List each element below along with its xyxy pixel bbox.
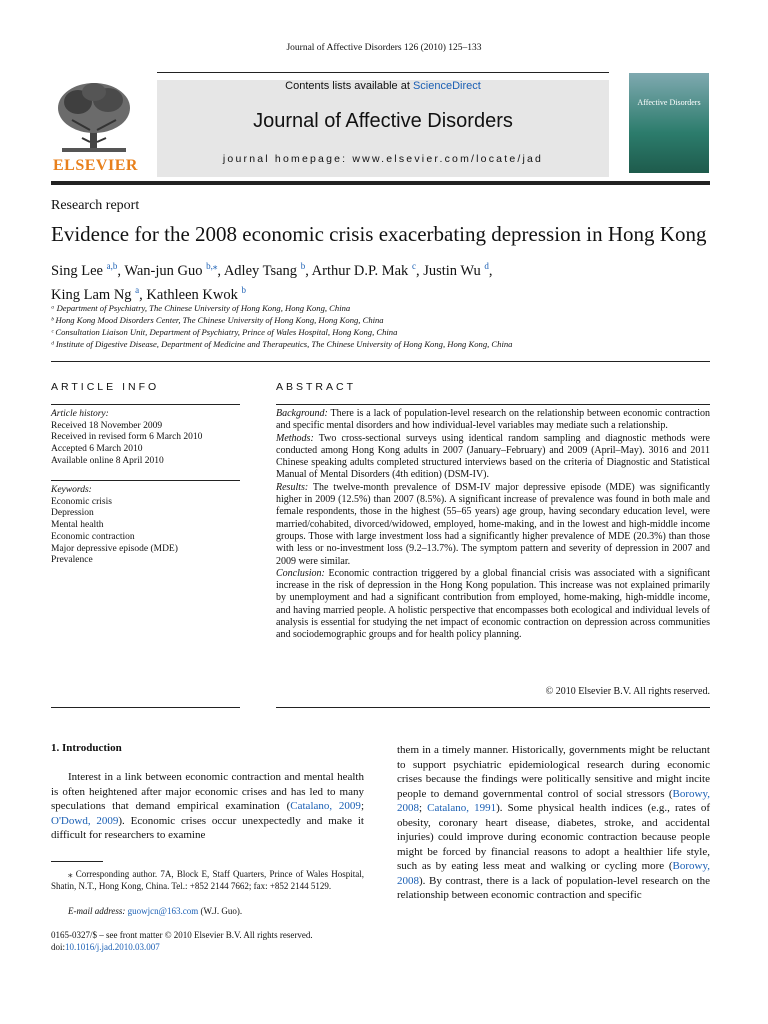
footnote-rule xyxy=(51,861,103,862)
article-info-heading: ARTICLE INFO xyxy=(51,381,160,393)
corresponding-footnote: ⁎ Corresponding author. 7A, Block E, Staff Quarters, Prince of Wales Hospital, Shatin, N.T., Hong Kong, China. Tel.: +852 2144 7662; fax: +852 2144 5129. xyxy=(51,869,364,891)
keyword: Major depressive episode (MDE) xyxy=(51,543,178,554)
history-label: Article history: xyxy=(51,409,109,419)
reference-link[interactable]: Catalano, 2009 xyxy=(290,800,361,812)
journal-citation: Journal of Affective Disorders 126 (2010) 125–133 xyxy=(286,43,482,53)
conclusion-text: Economic contraction triggered by a global financial crisis was associated with a significant increase in the risk of depression in the Hong Kong population. This increase was not explained primarily by unemployment and had a significant contribution from employed, home-making, high-middle income, and having married people. A holistic perspective that encompasses both ecological and individual levels of analysis is essential for studying the net impact of economic contraction on depression across communities and sociodemographic groups and for health policy planning. xyxy=(276,567,710,641)
methods-text: Two cross-sectional surveys using identical random sampling and diagnostic methods were conducted among Hong Kong adults in 2007 (January–February) and 2009 (April–May). 3016 and 2011 Chinese speaking adults completed structured interviews based on the criteria of Diagnostic and Statistical Manual of Mental Disorders (4th edition) (DSM-IV). xyxy=(276,432,710,481)
keyword: Depression xyxy=(51,508,94,519)
author: Justin Wu $^d$, xyxy=(423,261,493,279)
history-item: Accepted 6 March 2010 xyxy=(51,444,143,455)
author: Kathleen Kwok $^b$ xyxy=(146,284,246,303)
article-type: Research report xyxy=(51,198,140,213)
header-top-rule xyxy=(157,72,609,73)
header-thick-rule xyxy=(51,181,710,185)
elsevier-tree-logo xyxy=(52,80,136,156)
issn-line: 0165-0327/$ – see front matter © 2010 Elsevier B.V. All rights reserved. xyxy=(51,930,313,940)
contents-line xyxy=(157,80,609,92)
author: King Lam Ng $^a$, xyxy=(51,284,147,303)
keywords-label: Keywords: xyxy=(51,485,92,495)
title-rule xyxy=(51,361,710,362)
article-history xyxy=(51,409,240,468)
info-rule xyxy=(51,480,240,481)
methods-label: Methods: xyxy=(276,432,314,444)
author: Adley Tsang $^b$, xyxy=(223,261,312,279)
doi-link[interactable]: 10.1016/j.jad.2010.03.007 xyxy=(65,942,160,952)
affiliation: ᶜ Consultation Liaison Unit, Department of Psychiatry, Prince of Wales Hospital, Hong Kong, China xyxy=(51,327,398,337)
journal-title: Journal of Affective Disorders xyxy=(253,110,513,132)
email-link[interactable]: guowjcn@163.com xyxy=(127,906,199,916)
affiliation: ᵈ Institute of Digestive Disease, Department of Medicine and Therapeutics, The Chinese University of Hong Kong, Hong Kong, China xyxy=(51,339,513,349)
keyword: Prevalence xyxy=(51,555,93,566)
keyword: Economic crisis xyxy=(51,496,112,507)
email-label: E-mail address: xyxy=(68,906,126,916)
reference-link[interactable]: Borowy, 2008 xyxy=(397,860,710,887)
reference-link[interactable]: Catalano, 1991 xyxy=(427,802,497,814)
reference-link[interactable]: O'Dowd, 2009 xyxy=(51,814,119,827)
intro-left-paragraph: Interest in a link between economic contraction and mental health is often heightened after major economic crises and has led to many speculations that demand empirical examination (Catalano, 2009; O'Dowd, 2009). Economic crises occur unexpectedly and make it difficult for researchers to examine xyxy=(51,771,364,841)
abstract-heading: ABSTRACT xyxy=(276,381,357,393)
info-bottom-rule xyxy=(51,707,240,708)
author: Sing Lee $^{a,b}$, xyxy=(51,261,125,279)
elsevier-logo-text: ELSEVIER xyxy=(53,157,138,174)
results-label: Results: xyxy=(276,481,309,493)
conclusion-label: Conclusion: xyxy=(276,567,325,579)
keywords xyxy=(51,485,240,567)
keyword: Mental health xyxy=(51,520,104,531)
background-label: Background: xyxy=(276,408,328,419)
abstract-body xyxy=(276,408,710,642)
cover-title: Affective Disorders xyxy=(637,98,701,107)
history-item: Received 18 November 2009 xyxy=(51,420,163,431)
affiliation: ᵃ Department of Psychiatry, The Chinese University of Hong Kong, Hong Kong, China xyxy=(51,303,351,313)
author: Wan-jun Guo $^{b,⁎}$, xyxy=(124,261,224,279)
reference-link[interactable]: Borowy, 2008 xyxy=(397,787,710,814)
results-text: The twelve-month prevalence of DSM-IV major depressive episode (MDE) was significantly higher in 2009 (12.5%) than 2007 (8.5%). A significant increase of prevalence was found in both male and female respondents, those in the highest (55–65 years) age group, having secondary education level, were married/cohabited, divorced/widowed, employed, home-making, and in the lowest and high-middle income groups. Those with large investment loss had a significantly higher prevalence of MDE (20.3%) than those with less or no-investment loss (9.2–13.7%). The symptom pattern and severity of depression in 2007 and 2009 were similar. xyxy=(276,481,710,567)
intro-right-paragraph: them in a timely manner. Historically, governments might be reluctant to support psychiatric epidemiological research during economic crises because the findings were politically sensitive and might incite people to demand governmental control of social stressors (Borowy, 2008; Catalano, 1991). Some physical health indices (e.g., rates of obesity, coronary heart disease, diabetes, stroke, and accidental injuries) could improve during economic contraction because people might be forced by financial reasons to adopt a healthier life style, such as by eating less meat and walking or cycling more (Borowy, 2008). By contrast, there is a lack of population-level research on the relationship between economic contraction and specific xyxy=(397,744,710,901)
abstract-rule xyxy=(276,404,710,405)
contents-prefix: Contents lists available at xyxy=(285,80,413,92)
journal-cover-image xyxy=(629,73,709,173)
article-title: Evidence for the 2008 economic crisis exacerbating depression in Hong Kong xyxy=(51,222,707,246)
info-rule xyxy=(51,404,240,405)
sciencedirect-link[interactable]: ScienceDirect xyxy=(412,80,481,92)
section-heading: 1. Introduction xyxy=(51,742,122,754)
doi-line: doi:10.1016/j.jad.2010.03.007 xyxy=(51,942,160,952)
email-footnote: E-mail address: guowjcn@163.com (W.J. Guo). xyxy=(68,906,243,916)
abstract-bottom-rule xyxy=(276,707,710,708)
author: Arthur D.P. Mak $^c$, xyxy=(311,261,424,279)
journal-homepage[interactable]: journal homepage: www.elsevier.com/locate/jad xyxy=(222,153,544,165)
author-list xyxy=(51,257,711,305)
history-item: Available online 8 April 2010 xyxy=(51,455,164,466)
keyword: Economic contraction xyxy=(51,531,135,542)
affiliation: ᵇ Hong Kong Mood Disorders Center, The Chinese University of Hong Kong, Hong Kong, China xyxy=(51,315,384,325)
history-item: Received in revised form 6 March 2010 xyxy=(51,432,203,443)
background-text: There is a lack of population-level research on the relationship between economic contraction and specific mental disorders and how individual-level variables may mediate such a relationship. xyxy=(276,408,710,432)
copyright: © 2010 Elsevier B.V. All rights reserved. xyxy=(545,686,710,697)
